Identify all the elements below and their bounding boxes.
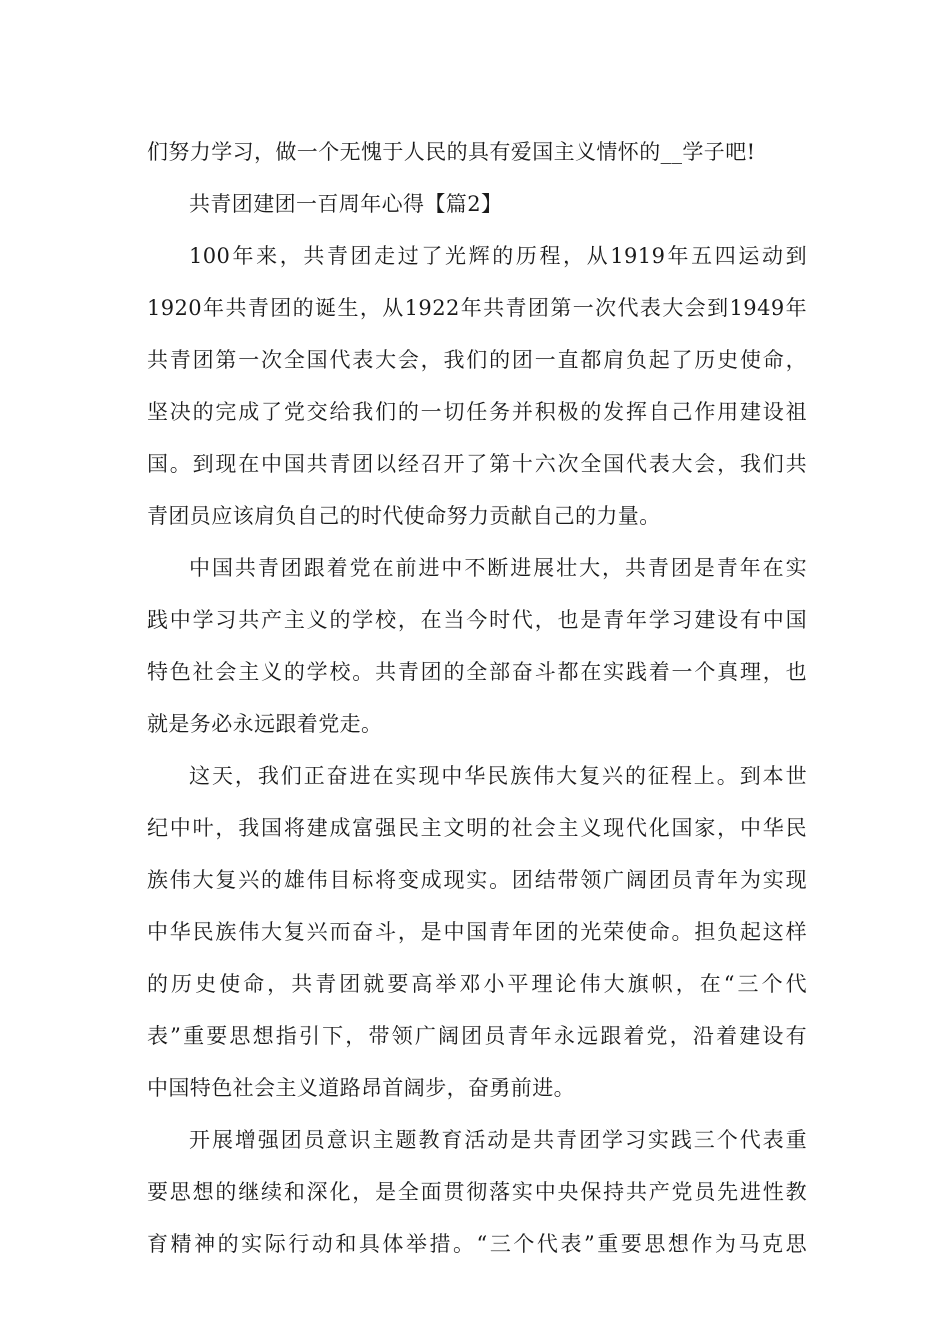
text-line: 践中学习共产主义的学校，在当今时代，也是青年学习建设有中国 [147,608,807,632]
text-line: 青团员应该肩负自己的时代使命努力贡献自己的力量。 [147,504,661,528]
text-line: 中国特色社会主义道路昂首阔步，奋勇前进。 [147,1076,575,1100]
text-line: 们努力学习，做一个无愧于人民的具有爱国主义情怀的__学子吧! [147,140,756,164]
text-line: 共青团第一次全国代表大会，我们的团一直都肩负起了历史使命， [147,348,807,372]
text-line: 纪中叶，我国将建成富强民主文明的社会主义现代化国家，中华民 [147,816,807,840]
text-line: 1920年共青团的诞生，从1922年共青团第一次代表大会到1949年 [147,296,807,320]
text-line: 就是务必永远跟着党走。 [147,712,383,736]
text-line: 特色社会主义的学校。共青团的全部奋斗都在实践着一个真理，也 [147,660,807,684]
text-line: 要思想的继续和深化，是全面贯彻落实中央保持共产党员先进性教 [147,1180,807,1204]
text-line: 中国共青团跟着党在前进中不断进展壮大，共青团是青年在实 [189,556,807,580]
text-line: 坚决的完成了党交给我们的一切任务并积极的发挥自己作用建设祖 [147,400,807,424]
text-line: 国。到现在中国共青团以经召开了第十六次全国代表大会，我们共 [147,452,807,476]
text-line: 100年来，共青团走过了光辉的历程，从1919年五四运动到 [189,244,807,268]
text-line: 族伟大复兴的雄伟目标将变成现实。团结带领广阔团员青年为实现 [147,868,807,892]
section-heading: 共青团建团一百周年心得【篇2】 [189,192,503,216]
text-line: 表”重要思想指引下，带领广阔团员青年永远跟着党，沿着建设有 [147,1024,807,1048]
text-line: 这天，我们正奋进在实现中华民族伟大复兴的征程上。到本世 [189,764,807,788]
text-line: 的历史使命，共青团就要高举邓小平理论伟大旗帜，在“三个代 [147,972,807,996]
text-line: 中华民族伟大复兴而奋斗，是中国青年团的光荣使命。担负起这样 [147,920,807,944]
document-body [147,126,807,1270]
text-line: 开展增强团员意识主题教育活动是共青团学习实践三个代表重 [189,1128,807,1152]
text-line: 育精神的实际行动和具体举措。“三个代表”重要思想作为马克思 [147,1232,807,1256]
